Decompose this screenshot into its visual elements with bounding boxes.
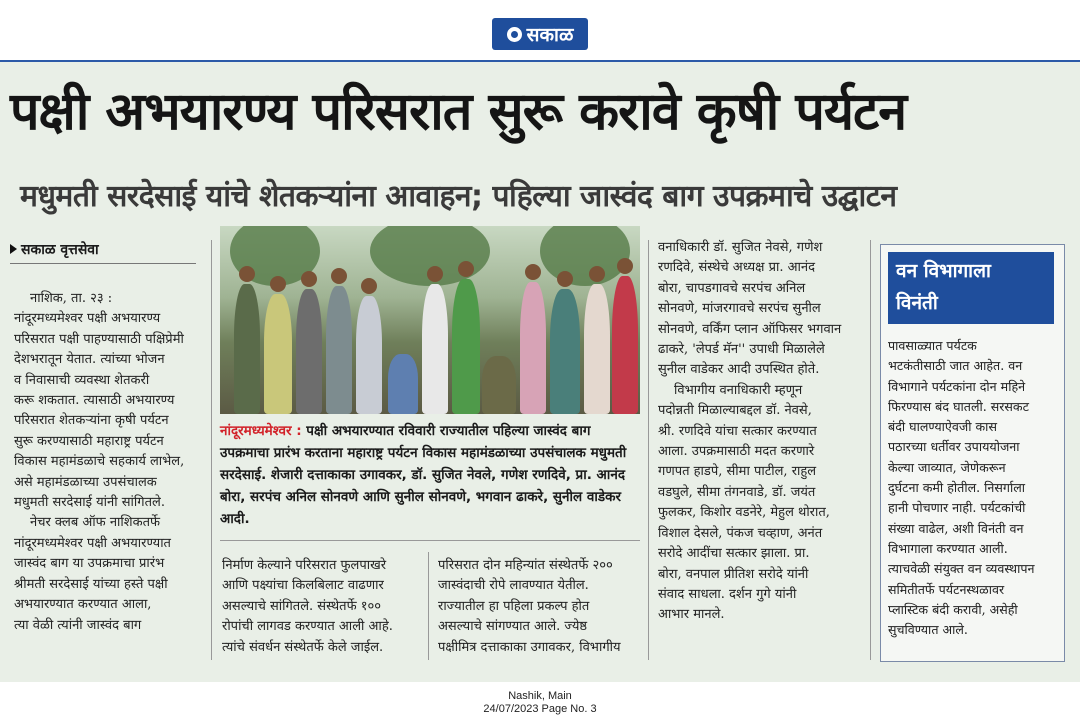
text-line: मधुमती सरदेसाई यांनी सांगितले. bbox=[14, 495, 165, 511]
text-line: भटकंतीसाठी जात आहेत. वन bbox=[888, 358, 1023, 374]
text-line: आभार मानले. bbox=[658, 607, 725, 623]
footer-edition: Nashik, Main bbox=[508, 690, 572, 702]
text-line: पक्षीमित्र दत्ताकाका उगावकर, विभागीय bbox=[438, 639, 621, 655]
text-line: सोनवणे, वर्किंग प्लान ऑफिसर भगवान bbox=[658, 321, 842, 337]
photo-head bbox=[557, 271, 573, 287]
text-line: बोरा, वनपाल प्रीतिश सरोदे यांनी bbox=[658, 566, 809, 582]
text-line: करू शकतात. त्यासाठी अभयारण्य bbox=[14, 393, 175, 409]
text-line: सुचविण्यात आले. bbox=[888, 622, 968, 638]
photo-head bbox=[458, 261, 474, 277]
text-line: परिसरात पक्षी पाहण्यासाठी पक्षिप्रेमी bbox=[14, 331, 184, 347]
text-line: त्यांचे संवर्धन संस्थेतर्फे केले जाईल. bbox=[222, 639, 384, 655]
column-divider bbox=[428, 552, 429, 660]
page-footer bbox=[0, 690, 1080, 716]
article-column-2 bbox=[222, 556, 422, 658]
column-divider bbox=[211, 240, 212, 660]
caption-divider bbox=[220, 540, 640, 541]
text-line: पदोन्नती मिळाल्याबद्दल डॉ. नेवसे, bbox=[658, 403, 812, 419]
text-line: राज्यातील हा पहिला प्रकल्प होत bbox=[438, 598, 590, 614]
photo-caption bbox=[220, 420, 640, 530]
subheadline: मधुमती सरदेसाई यांचे शेतकऱ्यांना आवाहन; पहिल्या जास्वंद बाग उपक्रमाचे उद्घाटन bbox=[20, 179, 897, 214]
text-line: दुर्घटना कमी होतील. निसर्गाला bbox=[888, 480, 1026, 496]
text-line: समितीतर्फे पर्यटनस्थळावर bbox=[888, 581, 1005, 597]
photo-person bbox=[264, 294, 292, 414]
text-line: रणदिवे, संस्थेचे अध्यक्ष प्रा. आनंद bbox=[658, 260, 816, 276]
text-line: वडघुले, सीमा तंगनवाडे, डॉ. जयंत bbox=[658, 484, 816, 500]
text-line: संख्या वाढेल, अशी विनंती वन bbox=[888, 520, 1024, 536]
photo-head bbox=[270, 276, 286, 292]
dateline: नाशिक, ता. २३ : bbox=[30, 291, 113, 306]
text-line: विभागीय वनाधिकारी म्हणून bbox=[674, 382, 803, 398]
text-line: अभयारण्यात करण्यात आला, bbox=[14, 597, 152, 613]
photo-person bbox=[520, 282, 546, 414]
text-line: बोरा, चापडगावचे सरपंच अनिल bbox=[658, 280, 806, 296]
text-line: सुरू करण्यासाठी महाराष्ट्र पर्यटन bbox=[14, 433, 164, 449]
text-line: फिरण्यास बंद घातली. सरसकट bbox=[888, 398, 1029, 414]
byline-text: सकाळ वृत्तसेवा bbox=[21, 242, 99, 258]
text-line: सुनील वाडेकर आदी उपस्थित होते. bbox=[658, 362, 820, 378]
article-column-1 bbox=[14, 289, 204, 636]
text-line: नांदूरमध्यमेश्‍वर पक्षी अभयारण्यात bbox=[14, 535, 171, 551]
byline-arrow-icon bbox=[10, 244, 17, 254]
text-line: केल्या जाव्यात, जेणेकरून bbox=[888, 459, 1006, 475]
text-line: विभागाला करण्यात आली. bbox=[888, 540, 1008, 556]
photo-person bbox=[612, 276, 638, 414]
photo-head bbox=[589, 266, 605, 282]
text-line: त्या वेळी त्यांनी जास्वंद बाग bbox=[14, 617, 142, 633]
column-divider bbox=[870, 240, 871, 660]
text-line: असल्याचे सांगितले. संस्थेतर्फे १०० bbox=[222, 598, 382, 614]
masthead-emblem-icon bbox=[507, 27, 522, 42]
news-photo bbox=[220, 226, 640, 414]
sidebar-title bbox=[888, 252, 1054, 324]
text-line: सरोदे आदींचा सत्कार झाला. प्रा. bbox=[658, 546, 810, 562]
text-line: रोपांची लागवड करण्यात आली आहे. bbox=[222, 619, 393, 635]
newspaper-masthead bbox=[492, 18, 588, 50]
masthead-name: सकाळ bbox=[526, 24, 574, 46]
photo-person bbox=[482, 356, 516, 414]
footer-dateline: 24/07/2023 Page No. 3 bbox=[483, 703, 597, 715]
photo-person bbox=[550, 289, 580, 414]
photo-person bbox=[356, 296, 382, 414]
article-column-3 bbox=[438, 556, 640, 658]
photo-head bbox=[239, 266, 255, 282]
text-line: ढाकरे, 'लेपर्ड मॅन'' उपाधी मिळालेले bbox=[658, 342, 825, 358]
text-line: श्रीमती सरदेसाई यांच्या हस्ते पक्षी bbox=[14, 576, 168, 592]
photo-head bbox=[301, 271, 317, 287]
text-line: जास्वंदाची रोपे लावण्यात येतील. bbox=[438, 578, 589, 594]
text-line: प्लास्टिक बंदी करावी, असेही bbox=[888, 601, 1018, 617]
text-line: श्री. रणदिवे यांचा सत्कार करण्यात bbox=[658, 423, 817, 439]
photo-person bbox=[388, 354, 418, 414]
text-line: असल्याचे सांगण्यात आले. ज्येष्ठ bbox=[438, 619, 588, 635]
text-line: बंदी घालण्याऐवजी कास bbox=[888, 419, 997, 435]
text-line: पठारच्या धर्तीवर उपाययोजना bbox=[888, 439, 1020, 455]
photo-head bbox=[361, 278, 377, 294]
photo-person bbox=[296, 289, 322, 414]
sidebar-title-line: विनंती bbox=[896, 292, 938, 314]
text-line: परिसरात शेतकऱ्यांना कृषी पर्यटन bbox=[14, 413, 169, 429]
photo-person bbox=[234, 284, 260, 414]
caption-text: पक्षी अभयारण्यात रविवारी राज्यातील पहिल्या जास्वंद बाग उपक्रमाचा प्रारंभ करताना महाराष्ट्र पर्यटन विकास महामंडळाच्या उपसंचालक मधुमती सरदेसाई. शेजारी दत्ताकाका उगावकर, डॉ. सुजित नेवले, गणेश रणदिवे, प्रा. आनंद बोरा, सरपंच अनिल सोनवणे आणि सुनील सोनवणे, भगवान ढाकरे, सुनील वाडेकर आदी. bbox=[220, 423, 627, 527]
byline bbox=[10, 240, 196, 264]
text-line: त्याचवेळी संयुक्त वन व्यवस्थापन bbox=[888, 561, 1035, 577]
column-divider bbox=[648, 240, 649, 660]
paragraph-2 bbox=[14, 513, 204, 635]
text-line: असे महामंडळाच्या उपसंचालक bbox=[14, 474, 157, 490]
text-line: आला. उपक्रमासाठी मदत करणारे bbox=[658, 444, 815, 460]
paragraph-1 bbox=[14, 309, 204, 513]
text-line: हानी पोचणार नाही. पर्यटकांची bbox=[888, 500, 1026, 516]
text-line: फुलकर, किशोर वडनेरे, मेहुल थोरात, bbox=[658, 505, 830, 521]
text-line: आणि पक्ष्यांचा किलबिलाट वाढणार bbox=[222, 578, 384, 594]
text-line: वनाधिकारी डॉ. सुजित नेवसे, गणेश bbox=[658, 240, 823, 255]
text-line: जास्वंद बाग या उपक्रमाचा प्रारंभ bbox=[14, 556, 165, 572]
text-line: नांदूरमध्यमेश्‍वर पक्षी अभयारण्य bbox=[14, 311, 161, 327]
text-line: निर्माण केल्याने परिसरात फुलपाखरे bbox=[222, 558, 387, 573]
photo-person bbox=[452, 279, 480, 414]
photo-head bbox=[617, 258, 633, 274]
photo-head bbox=[331, 268, 347, 284]
text-line: नेचर क्लब ऑफ नाशिकतर्फे bbox=[30, 515, 161, 531]
text-line: विकास महामंडळाचे सहकार्य लाभेल, bbox=[14, 454, 185, 470]
text-line: पावसाळ्यात पर्यटक bbox=[888, 338, 977, 353]
text-line: व निवासाची व्यवस्था शेतकरी bbox=[14, 372, 150, 388]
headline: पक्षी अभयारण्य परिसरात सुरू करावे कृषी पर्यटन bbox=[10, 82, 907, 142]
text-line: देशभरातून येतात. त्यांच्या भोजन bbox=[14, 352, 165, 368]
text-line: परिसरात दोन महिन्यांत संस्थेतर्फे २०० bbox=[438, 558, 613, 573]
text-line: विशाल देसले, पंकज चव्हाण, अनंत bbox=[658, 525, 823, 541]
photo-tree bbox=[540, 226, 630, 286]
caption-place: नांदूरमध्यमेश्‍वर : bbox=[220, 423, 302, 439]
text-line: विभागाने पर्यटकांना दोन महिने bbox=[888, 378, 1026, 394]
photo-person bbox=[326, 286, 352, 414]
text-line: गणपत हाडपे, सीमा पाटील, राहुल bbox=[658, 464, 817, 480]
sidebar-body bbox=[888, 336, 1060, 640]
photo-person bbox=[422, 284, 448, 414]
article-column-4 bbox=[658, 238, 868, 626]
sidebar-title-line: वन विभागाला bbox=[896, 260, 991, 282]
photo-head bbox=[525, 264, 541, 280]
photo-person bbox=[584, 284, 610, 414]
text-line: संवाद साधला. दर्शन गुगे यांनी bbox=[658, 586, 797, 602]
text-line: सोनवणे, मांजरगावचे सरपंच सुनील bbox=[658, 301, 821, 317]
photo-head bbox=[427, 266, 443, 282]
